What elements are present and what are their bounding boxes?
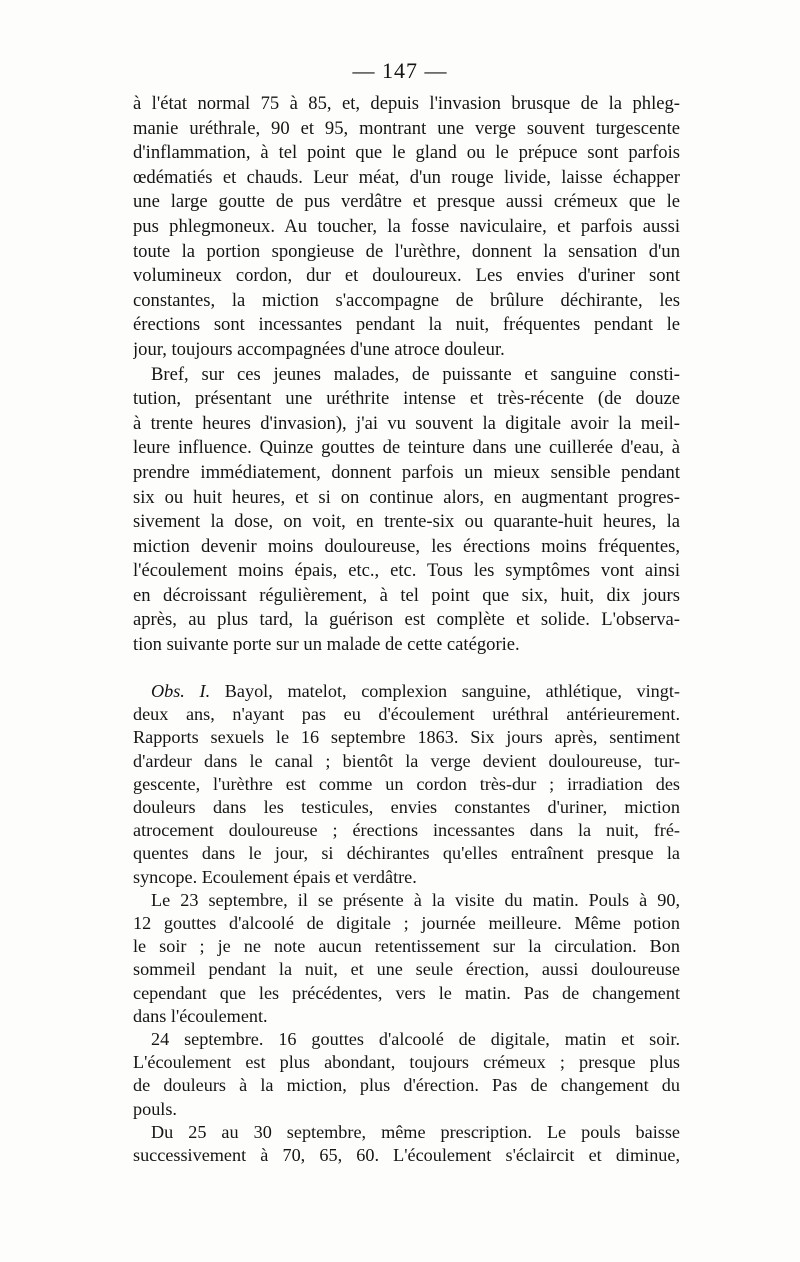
paragraph-6 bbox=[133, 1121, 680, 1167]
text-line: Rapports sexuels le 16 septembre 1863. Six jours après, sentiment bbox=[133, 727, 680, 748]
text-line: constantes, la miction s'accompagne de brûlure déchirante, les bbox=[133, 289, 680, 311]
text-line: gescente, l'urèthre est comme un cordon très-dur ; irradiation des bbox=[133, 773, 680, 794]
text-line: une large goutte de pus verdâtre et presque aussi crémeux que le bbox=[133, 191, 680, 213]
text-line: dans l'écoulement. bbox=[133, 1005, 268, 1026]
text-line: Bref, sur ces jeunes malades, de puissante et sanguine consti- bbox=[151, 363, 680, 385]
paragraph-1 bbox=[133, 92, 680, 363]
main-text-upper bbox=[133, 92, 680, 658]
text-line: atrocement douloureuse ; érections incessantes dans la nuit, fré- bbox=[133, 820, 680, 841]
text-line: 12 gouttes d'alcoolé de digitale ; journée meilleure. Même potion bbox=[133, 913, 680, 934]
text-line: leure influence. Quinze gouttes de teinture dans une cuillerée d'eau, à bbox=[133, 437, 680, 459]
text-line: douleurs dans les testicules, envies constantes d'uriner, miction bbox=[133, 797, 680, 818]
text-line: d'inflammation, à tel point que le gland ou le prépuce sont parfois bbox=[133, 142, 680, 164]
text-line: quentes dans le jour, si déchirantes qu'elles entraînent presque la bbox=[133, 843, 680, 864]
text-line: successivement à 70, 65, 60. L'écoulement s'éclaircit et diminue, bbox=[133, 1145, 680, 1166]
text-line: œdématiés et chauds. Leur méat, d'un rouge livide, laisse échapper bbox=[133, 166, 680, 188]
paragraph-4 bbox=[133, 889, 680, 1028]
text-line: l'écoulement moins épais, etc., etc. Tous les symptômes vont ainsi bbox=[133, 560, 680, 582]
text-line: syncope. Ecoulement épais et verdâtre. bbox=[133, 866, 417, 887]
text-line: tution, présentant une uréthrite intense et très-récente (de douze bbox=[133, 388, 680, 410]
text-line: en décroissant régulièrement, à tel point que six, huit, dix jours bbox=[133, 584, 680, 606]
text-line: après, au plus tard, la guérison est complète et solide. L'observa- bbox=[133, 609, 680, 631]
text-line: d'ardeur dans le canal ; bientôt la verge devient douloureuse, tur- bbox=[133, 750, 680, 771]
text-line: deux ans, n'ayant pas eu d'écoulement uréthral antérieurement. bbox=[133, 704, 680, 725]
text-line: L'écoulement est plus abondant, toujours crémeux ; presque plus bbox=[133, 1052, 680, 1073]
text-line: sivement la dose, on voit, en trente-six ou quarante-huit heures, la bbox=[133, 511, 680, 533]
text-line: sommeil pendant la nuit, et une seule érection, aussi douloureuse bbox=[133, 959, 680, 980]
paragraph-2 bbox=[133, 363, 680, 658]
text-line: de douleurs à la miction, plus d'érection. Pas de changement du bbox=[133, 1075, 680, 1096]
text-line: manie uréthrale, 90 et 95, montrant une verge souvent turgescente bbox=[133, 117, 680, 139]
paragraph-5 bbox=[133, 1028, 680, 1121]
observation-text bbox=[133, 680, 680, 1167]
text-line: tion suivante porte sur un malade de cette catégorie. bbox=[133, 634, 520, 656]
text-line: à l'état normal 75 à 85, et, depuis l'invasion brusque de la phleg- bbox=[133, 93, 680, 114]
paragraph-3 bbox=[133, 680, 680, 889]
text-line: érections sont incessantes pendant la nuit, fréquentes pendant le bbox=[133, 314, 680, 336]
observation-first-line: Bayol, matelot, complexion sanguine, athlétique, vingt- bbox=[210, 681, 680, 701]
text-line: six ou huit heures, et si on continue alors, en augmentant progres- bbox=[133, 486, 680, 508]
text-line: à trente heures d'invasion), j'ai vu souvent la digitale avoir la meil- bbox=[133, 412, 680, 434]
text-line bbox=[133, 680, 680, 703]
text-line: Le 23 septembre, il se présente à la visite du matin. Pouls à 90, bbox=[151, 889, 680, 910]
text-line: miction devenir moins douloureuse, les érections moins fréquentes, bbox=[133, 535, 680, 557]
text-line: cependant que les précédentes, vers le matin. Pas de changement bbox=[133, 982, 680, 1003]
text-line: pouls. bbox=[133, 1098, 177, 1119]
text-line: 24 septembre. 16 gouttes d'alcoolé de digitale, matin et soir. bbox=[151, 1029, 680, 1050]
observation-label: Obs. I. bbox=[151, 681, 211, 701]
text-line: volumineux cordon, dur et douloureux. Les envies d'uriner sont bbox=[133, 265, 680, 287]
text-line: le soir ; je ne note aucun retentissement sur la circulation. Bon bbox=[133, 936, 680, 957]
text-line: pus phlegmoneux. Au toucher, la fosse naviculaire, et parfois aussi bbox=[133, 215, 680, 237]
text-line: toute la portion spongieuse de l'urèthre, donnent la sensation d'un bbox=[133, 240, 680, 262]
text-line: prendre immédiatement, donnent parfois un mieux sensible pendant bbox=[133, 461, 680, 483]
text-line: Du 25 au 30 septembre, même prescription. Le pouls baisse bbox=[151, 1121, 680, 1142]
page-number: — 147 — bbox=[352, 58, 448, 83]
text-line: jour, toujours accompagnées d'une atroce douleur. bbox=[133, 338, 505, 360]
